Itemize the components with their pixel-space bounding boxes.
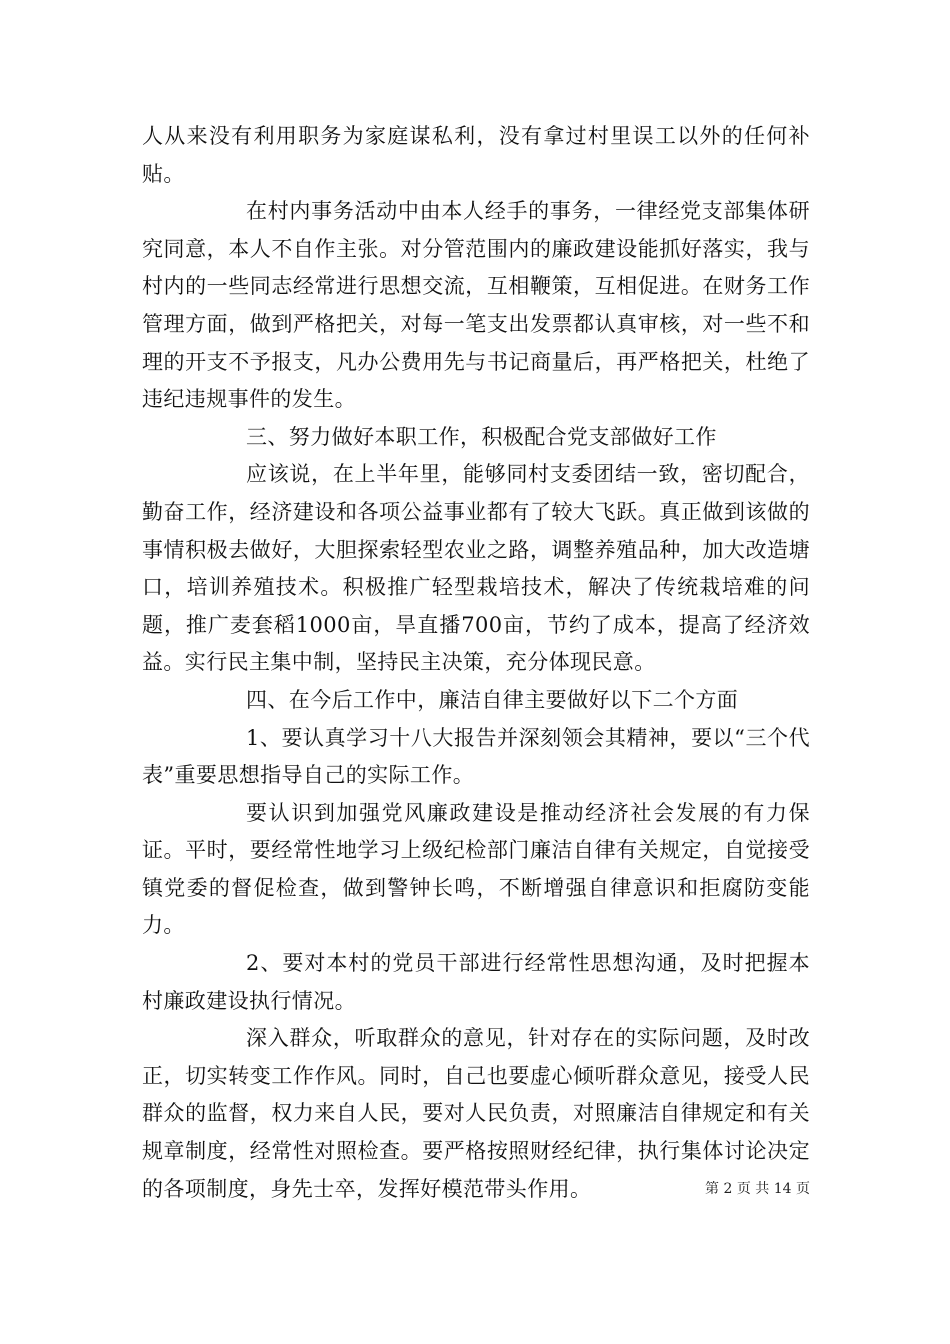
document-body: [142, 118, 810, 1208]
paragraph-4: 应该说，在上半年里，能够同村支委团结一致，密切配合，勤奋工作，经济建设和各项公益事业都有了较大飞跃。真正做到该做的事情积极去做好，大胆探索轻型农业之路，调整养殖品种，加大改造塘口，培训养殖技术。积极推广轻型栽培技术，解决了传统栽培难的问题，推广麦套稻1000亩，旱直播700亩，节约了成本，提高了经济效益。实行民主集中制，坚持民主决策，充分体现民意。: [142, 462, 810, 675]
paragraph-9: 深入群众，听取群众的意见，针对存在的实际问题，及时改正，切实转变工作作风。同时，自己也要虚心倾听群众意见，接受人民群众的监督，权力来自人民，要对人民负责，对照廉洁自律规定和有关规章制度，经常性对照检查。要严格按照财经纪律，执行集体讨论决定的各项制度，身先士卒，发挥好模范带头作用。: [142, 1026, 810, 1201]
paragraph-7: 要认识到加强党风廉政建设是推动经济社会发展的有力保证。平时，要经常性地学习上级纪检部门廉洁自律有关规定，自觉接受镇党委的督促检查，做到警钟长鸣，不断增强自律意识和拒腐防变能力。: [142, 800, 810, 938]
paragraph-2: 在村内事务活动中由本人经手的事务，一律经党支部集体研究同意，本人不自作主张。对分管范围内的廉政建设能抓好落实，我与村内的一些同志经常进行思想交流，互相鞭策，互相促进。在财务工作管理方面，做到严格把关，对每一笔支出发票都认真审核，对一些不和理的开支不予报支，凡办公费用先与书记商量后，再严格把关，杜绝了违纪违规事件的发生。: [142, 199, 810, 412]
paragraph-1: 人从来没有利用职务为家庭谋私利，没有拿过村里误工以外的任何补贴。: [142, 124, 810, 186]
section-heading-4: 四、在今后工作中，廉洁自律主要做好以下二个方面: [246, 687, 739, 712]
page-number-footer: 第 2 页 共 14 页: [705, 1181, 810, 1197]
section-heading-3: 三、努力做好本职工作，积极配合党支部做好工作: [246, 424, 717, 449]
list-item-2: 2、要对本村的党员干部进行经常性思想沟通，及时把握本村廉政建设执行情况。: [142, 951, 810, 1013]
list-item-1: 1、要认真学习十八大报告并深刻领会其精神，要以“三个代表”重要思想指导自己的实际工作。: [142, 725, 810, 788]
